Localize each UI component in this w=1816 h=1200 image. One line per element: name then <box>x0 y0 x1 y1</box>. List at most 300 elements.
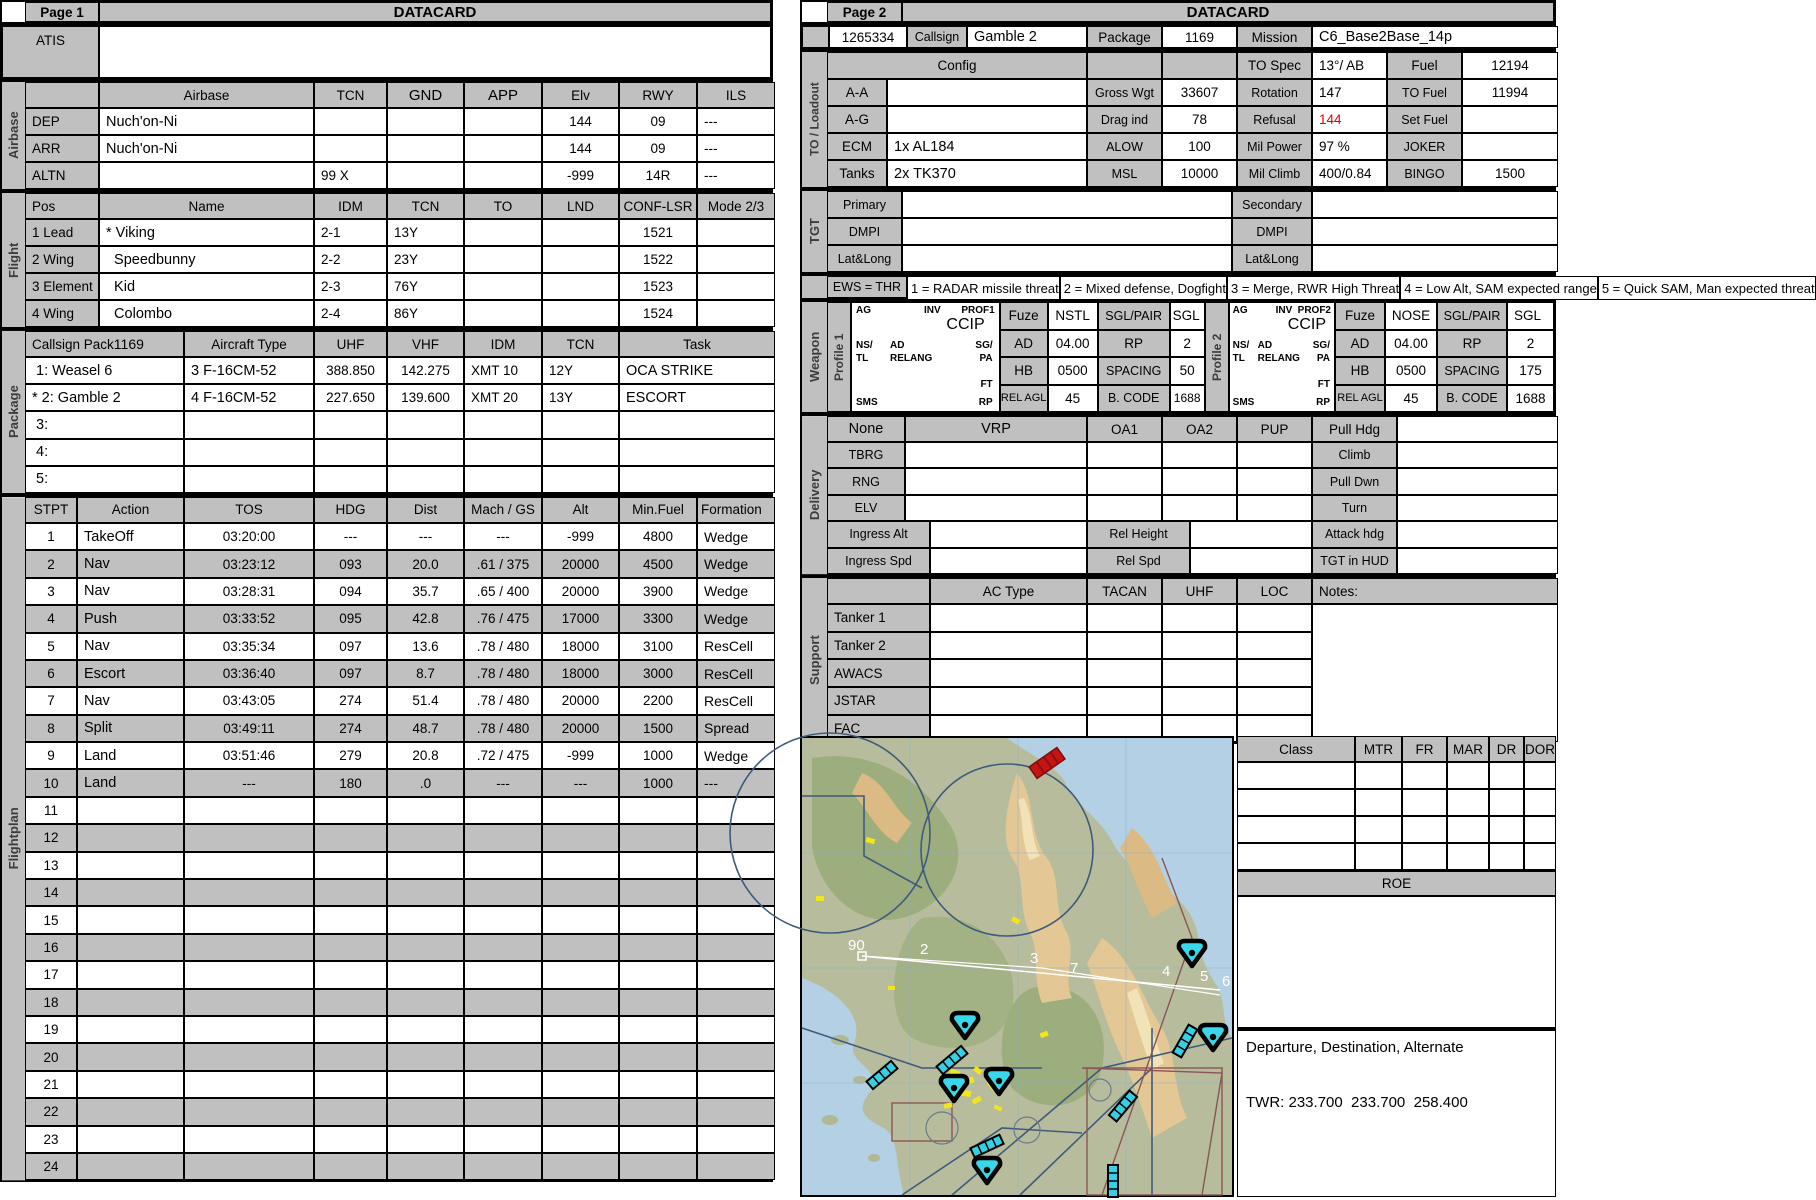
sms-tl: TL <box>856 353 869 364</box>
flight-tcn: 13Y <box>387 219 464 246</box>
map-canvas <box>802 738 1232 1195</box>
fp-alt <box>542 989 619 1016</box>
flight-to <box>464 219 542 246</box>
fp-machgs <box>464 961 542 988</box>
delivery-right-label: Climb <box>1312 442 1397 468</box>
tgt-right-label: Lat&Long <box>1232 245 1312 272</box>
fp-hdg <box>314 1153 387 1180</box>
fp-tos <box>184 1126 314 1153</box>
loadout-row <box>827 79 1558 106</box>
class-cell <box>1402 762 1447 789</box>
support-row <box>827 659 1312 687</box>
loadout-row-value: 1x AL184 <box>887 133 1087 160</box>
flightplan-row <box>25 797 775 824</box>
waypoint-label: 3 <box>1030 950 1039 967</box>
package-row <box>25 466 775 493</box>
fp-machgs <box>464 934 542 961</box>
ews-label: EWS = THR <box>827 276 907 298</box>
class-row <box>1237 816 1556 843</box>
fp-action: Nav <box>77 633 184 660</box>
fp-hdg <box>314 989 387 1016</box>
task-header: Task <box>619 331 775 357</box>
ews-item <box>1598 276 1816 300</box>
dor-header: DOR <box>1524 736 1556 762</box>
airbase-row-label: ALTN <box>25 162 99 189</box>
loadout-row-value <box>887 106 1087 133</box>
fp-stpt: 10 <box>25 769 77 796</box>
sms-ad: AD <box>1257 340 1273 351</box>
fp-machgs <box>464 852 542 879</box>
package-tcn <box>542 411 619 438</box>
fp-tos <box>184 1016 314 1043</box>
fp-dist <box>387 797 464 824</box>
flight-conf: 1523 <box>619 273 697 300</box>
ews-item-text: 5 = Quick SAM, Man expected threat <box>1601 280 1815 296</box>
tgt-left-value <box>902 245 1232 272</box>
loadout-right-value: 147 <box>1312 79 1387 106</box>
package-aircraft: 3 F-16CM-52 <box>184 357 314 384</box>
tgt-row <box>827 218 1558 245</box>
fp-stpt: 16 <box>25 934 77 961</box>
elv-header: Elv <box>542 82 619 108</box>
flight-name: Speedbunny <box>99 246 314 273</box>
fp-dist <box>387 1126 464 1153</box>
package-idm: XMT 20 <box>464 384 542 411</box>
airbase-row-label: ARR <box>25 135 99 162</box>
p1-relagl-label: REL AGL <box>1000 385 1048 413</box>
name-header: Name <box>99 193 314 219</box>
support-uhf-value <box>1162 604 1237 632</box>
delivery-row-label: RNG <box>827 468 905 494</box>
flight-idm: 2-4 <box>314 300 387 327</box>
fp-minfuel <box>619 906 697 933</box>
fp-stpt: 22 <box>25 1098 77 1125</box>
support-tacan-value <box>1087 659 1162 687</box>
package-idm <box>464 411 542 438</box>
airbase-app <box>464 162 542 189</box>
fp-hdg: 093 <box>314 550 387 577</box>
fp-dist <box>387 852 464 879</box>
flight-name: Kid <box>99 273 314 300</box>
airbase-header: Airbase <box>99 82 314 108</box>
airbase-elv: 144 <box>542 108 619 135</box>
p2-bcode-label: B. CODE <box>1437 385 1507 413</box>
ils-header: ILS <box>697 82 775 108</box>
package-label: Package <box>1087 26 1162 48</box>
atis-label: ATIS <box>2 26 99 78</box>
fp-alt <box>542 1016 619 1043</box>
waypoint-label: 90 <box>848 937 865 954</box>
flightplan-row <box>25 742 775 769</box>
fp-hdg: 274 <box>314 687 387 714</box>
fp-action <box>77 961 184 988</box>
ews-item-text: 3 = Merge, RWR High Threat <box>1231 280 1400 296</box>
fp-dist <box>387 1153 464 1180</box>
fp-stpt: 7 <box>25 687 77 714</box>
ingress-label: Ingress Spd <box>827 548 930 575</box>
fp-hdg <box>314 961 387 988</box>
fp-tos <box>184 906 314 933</box>
flightplan-row <box>25 1153 775 1180</box>
vrp-label: VRP <box>905 416 1087 442</box>
fp-tos <box>184 1153 314 1180</box>
package-callsign: 3: <box>25 411 184 438</box>
p1-rp-label: RP <box>1098 330 1170 358</box>
fp-hdg: --- <box>314 523 387 550</box>
class-cell <box>1489 789 1524 816</box>
delivery-row-label: TBRG <box>827 442 905 468</box>
fp-alt <box>542 797 619 824</box>
ews-item <box>1400 276 1598 300</box>
loadout-mid-label: ALOW <box>1087 133 1162 160</box>
airbase-gnd <box>387 135 464 162</box>
fp-minfuel <box>619 1043 697 1070</box>
fp-tos <box>184 1098 314 1125</box>
departure-text: Departure, Destination, Alternate <box>1246 1039 1464 1056</box>
fp-alt <box>542 879 619 906</box>
rel-label: Rel Height <box>1087 521 1190 548</box>
flightplan-row <box>25 989 775 1016</box>
fp-dist <box>387 1016 464 1043</box>
flight-lnd <box>542 219 619 246</box>
tgt-row <box>827 245 1558 272</box>
rel-value <box>1190 548 1312 575</box>
bottom-right-panel <box>1237 736 1556 1197</box>
fp-hdg <box>314 852 387 879</box>
loadout-fuel-value <box>1462 106 1558 133</box>
package-callsign: 4: <box>25 439 184 466</box>
fp-minfuel <box>619 934 697 961</box>
flightplan-row <box>25 824 775 851</box>
fp-alt <box>542 1071 619 1098</box>
attack-value <box>1397 521 1558 548</box>
package-tcn: 13Y <box>542 384 619 411</box>
fp-tos: 03:35:34 <box>184 633 314 660</box>
loadout-row-label: Tanks <box>827 160 887 187</box>
delivery-row <box>827 468 1558 494</box>
fp-formation: --- <box>697 769 775 796</box>
fp-hdg: 097 <box>314 660 387 687</box>
fp-hdg: 094 <box>314 578 387 605</box>
airbase-ils: --- <box>697 108 775 135</box>
map-island <box>822 1115 838 1125</box>
fp-minfuel: 1000 <box>619 742 697 769</box>
fp-alt: --- <box>542 769 619 796</box>
package-row <box>25 439 775 466</box>
p1-bcode-label: B. CODE <box>1098 385 1170 413</box>
fp-alt <box>542 852 619 879</box>
fp-tos: --- <box>184 769 314 796</box>
support-actype-value <box>930 632 1087 660</box>
loadout-mid-value: 78 <box>1162 106 1237 133</box>
fp-stpt: 3 <box>25 578 77 605</box>
tgt-left-label: DMPI <box>827 218 902 245</box>
fp-dist <box>387 906 464 933</box>
fp-minfuel: 3900 <box>619 578 697 605</box>
waypoint-label: 5 <box>1200 968 1209 985</box>
class-cell <box>1237 816 1355 843</box>
loadout-right-label: Refusal <box>1237 106 1312 133</box>
package-aircraft: 4 F-16CM-52 <box>184 384 314 411</box>
fp-minfuel <box>619 852 697 879</box>
profile2-sms-box <box>1229 302 1335 412</box>
sms-prof: PROF2 <box>1297 305 1331 316</box>
fp-alt: 18000 <box>542 660 619 687</box>
package-aircraft <box>184 439 314 466</box>
flightplan-row <box>25 1043 775 1070</box>
p2-ad-label: AD <box>1335 330 1385 358</box>
fp-stpt: 13 <box>25 852 77 879</box>
support-section-label: Support <box>802 578 827 742</box>
flight-lnd <box>542 273 619 300</box>
p2-ad-value: 04.00 <box>1385 330 1437 358</box>
fp-formation <box>697 1153 775 1180</box>
fp-alt: 20000 <box>542 715 619 742</box>
p1-bcode-value: 1688 <box>1170 385 1205 413</box>
airbase-tcn <box>314 108 387 135</box>
tgt-right-label: DMPI <box>1232 218 1312 245</box>
to-header: TO <box>464 193 542 219</box>
ews-section <box>800 274 1815 300</box>
delivery-right-label: Turn <box>1312 495 1397 521</box>
notes-header: Notes: <box>1312 578 1558 604</box>
support-row-label: Tanker 2 <box>827 632 930 660</box>
airbase-app <box>464 108 542 135</box>
fp-stpt: 6 <box>25 660 77 687</box>
tgt-section <box>800 189 1556 274</box>
loadout-row <box>827 133 1558 160</box>
fp-tos: 03:20:00 <box>184 523 314 550</box>
loadout-right-value: 97 % <box>1312 133 1387 160</box>
fp-hdg <box>314 1126 387 1153</box>
sms-mode: CCIP <box>946 316 985 333</box>
twr-frequencies: TWR: 233.700 233.700 258.400 <box>1246 1094 1468 1111</box>
class-cell <box>1447 816 1489 843</box>
fp-formation <box>697 824 775 851</box>
class-cell <box>1447 843 1489 870</box>
p1-hb-label: HB <box>1000 357 1048 385</box>
fp-stpt: 11 <box>25 797 77 824</box>
fp-action <box>77 1126 184 1153</box>
class-cell <box>1524 789 1556 816</box>
loadout-mid-label: MSL <box>1087 160 1162 187</box>
delivery-oa1-value <box>1087 468 1162 494</box>
fp-stpt: 9 <box>25 742 77 769</box>
fp-minfuel: 1000 <box>619 769 697 796</box>
fp-formation <box>697 1016 775 1043</box>
package-uhf: 388.850 <box>314 357 387 384</box>
fp-machgs: .61 / 375 <box>464 550 542 577</box>
fp-tos: 03:28:31 <box>184 578 314 605</box>
config-label: Config <box>827 52 1087 79</box>
package-row <box>25 384 775 411</box>
flightplan-section <box>0 495 773 1182</box>
fp-stpt: 14 <box>25 879 77 906</box>
airbase-rwy: 09 <box>619 108 697 135</box>
fp-formation <box>697 934 775 961</box>
support-row <box>827 632 1312 660</box>
support-actype-value <box>930 687 1087 715</box>
flight-section-label: Flight <box>2 193 25 327</box>
fp-action: Nav <box>77 687 184 714</box>
oa2-label: OA2 <box>1162 416 1237 442</box>
waypoint-label: 2 <box>920 941 929 958</box>
flight-idm: 2-3 <box>314 273 387 300</box>
fp-minfuel <box>619 1126 697 1153</box>
fp-machgs <box>464 1153 542 1180</box>
support-uhf-header: UHF <box>1162 578 1237 604</box>
page2-header-spacer <box>802 2 827 22</box>
flightplan-row <box>25 523 775 550</box>
fuel-value: 12194 <box>1462 52 1558 79</box>
loadout-fuel-value: 11994 <box>1462 79 1558 106</box>
fp-dist <box>387 1043 464 1070</box>
fp-stpt: 2 <box>25 550 77 577</box>
p1-ad-value: 04.00 <box>1048 330 1098 358</box>
fp-tos <box>184 989 314 1016</box>
support-row-label: Tanker 1 <box>827 604 930 632</box>
ews-item <box>1227 276 1400 300</box>
loadout-mid-label: Drag ind <box>1087 106 1162 133</box>
fp-alt <box>542 824 619 851</box>
mission-value: C6_Base2Base_14p <box>1312 26 1558 48</box>
fp-dist <box>387 824 464 851</box>
fp-formation <box>697 961 775 988</box>
fp-minfuel <box>619 961 697 988</box>
fp-machgs <box>464 1016 542 1043</box>
delivery-vrp-value <box>905 442 1087 468</box>
fp-alt <box>542 906 619 933</box>
fp-machgs <box>464 1098 542 1125</box>
dist-header: Dist <box>387 497 464 523</box>
fp-alt <box>542 1153 619 1180</box>
fp-formation <box>697 879 775 906</box>
delivery-oa2-value <box>1162 442 1237 468</box>
airbase-elv: 144 <box>542 135 619 162</box>
tgt-left-label: Lat&Long <box>827 245 902 272</box>
fp-dist <box>387 934 464 961</box>
waypoint-label: 4 <box>1162 963 1171 980</box>
flight-pos: 3 Element <box>25 273 99 300</box>
callsign-pack-label: Callsign Pack <box>32 336 114 352</box>
sms-rp: RP <box>978 397 993 408</box>
to-spec-label: TO Spec <box>1237 52 1312 79</box>
loadout-fuel-label: BINGO <box>1387 160 1462 187</box>
package-aircraft <box>184 466 314 493</box>
fp-dist <box>387 961 464 988</box>
fp-dist: --- <box>387 523 464 550</box>
class-cell <box>1524 843 1556 870</box>
p1-sglpair-value: SGL <box>1170 302 1205 330</box>
fp-hdg: 274 <box>314 715 387 742</box>
fp-formation: Spread <box>697 715 775 742</box>
fp-action <box>77 1016 184 1043</box>
fp-minfuel: 3300 <box>619 605 697 632</box>
hdg-header: HDG <box>314 497 387 523</box>
attack-label: TGT in HUD <box>1312 548 1397 575</box>
delivery-oa2-value <box>1162 468 1237 494</box>
package-tcn: 12Y <box>542 357 619 384</box>
minfuel-header: Min.Fuel <box>619 497 697 523</box>
loadout-fuel-value: 1500 <box>1462 160 1558 187</box>
profile1-label: Profile 1 <box>827 302 851 412</box>
airbase-row <box>25 162 775 189</box>
conf-lsr-header: CONF-LSR <box>619 193 697 219</box>
ingress-value <box>930 548 1087 575</box>
config-spacer-1 <box>1087 52 1162 79</box>
airbase-name: Nuch'on-Ni <box>99 108 314 135</box>
fp-machgs: .78 / 480 <box>464 715 542 742</box>
support-section <box>800 576 1556 744</box>
dr-header: DR <box>1489 736 1524 762</box>
flightplan-row <box>25 852 775 879</box>
fp-formation: Wedge <box>697 605 775 632</box>
fp-action <box>77 1098 184 1125</box>
airbase-row <box>25 135 775 162</box>
fp-action <box>77 852 184 879</box>
fp-action: Nav <box>77 550 184 577</box>
ews-item-text: 4 = Low Alt, SAM expected range <box>1404 280 1597 296</box>
loadout-row <box>827 160 1558 187</box>
fp-alt: 18000 <box>542 633 619 660</box>
flight-name: Colombo <box>99 300 314 327</box>
fp-hdg <box>314 934 387 961</box>
class-cell <box>1447 762 1489 789</box>
fp-tos: 03:49:11 <box>184 715 314 742</box>
flightplan-row <box>25 550 775 577</box>
fp-stpt: 15 <box>25 906 77 933</box>
fp-minfuel <box>619 879 697 906</box>
class-cell <box>1489 843 1524 870</box>
airbase-row-label: DEP <box>25 108 99 135</box>
class-cell <box>1237 843 1355 870</box>
support-loc-value <box>1237 687 1312 715</box>
callsign-pack-header <box>25 331 184 357</box>
map-island <box>868 1154 880 1162</box>
fp-alt <box>542 1098 619 1125</box>
class-cell <box>1402 816 1447 843</box>
action-header: Action <box>77 497 184 523</box>
fp-stpt: 12 <box>25 824 77 851</box>
support-row-label: FAC <box>827 715 930 743</box>
fp-dist <box>387 989 464 1016</box>
airbase-name: Nuch'on-Ni <box>99 135 314 162</box>
pkg-tcn-header: TCN <box>542 331 619 357</box>
p2-spacing-value: 175 <box>1507 357 1554 385</box>
sms-sms: SMS <box>1232 397 1255 408</box>
loc-header: LOC <box>1237 578 1312 604</box>
fp-formation <box>697 1126 775 1153</box>
fp-stpt: 19 <box>25 1016 77 1043</box>
fp-action: Land <box>77 769 184 796</box>
ews-item <box>907 276 1060 300</box>
loadout-row-label: A-A <box>827 79 887 106</box>
tacan-header: TACAN <box>1087 578 1162 604</box>
class-cell <box>1524 816 1556 843</box>
p1-ad-label: AD <box>1000 330 1048 358</box>
support-loc-value <box>1237 659 1312 687</box>
mode23-header: Mode 2/3 <box>697 193 775 219</box>
gnd-header: GND <box>387 82 464 108</box>
loadout-right-label: Mil Climb <box>1237 160 1312 187</box>
fp-machgs <box>464 879 542 906</box>
fp-machgs: .78 / 480 <box>464 687 542 714</box>
ingress-label: Ingress Alt <box>827 521 930 548</box>
tgt-left-label: Primary <box>827 191 902 218</box>
sms-tl: TL <box>1232 353 1245 364</box>
fp-action <box>77 934 184 961</box>
fp-stpt: 17 <box>25 961 77 988</box>
